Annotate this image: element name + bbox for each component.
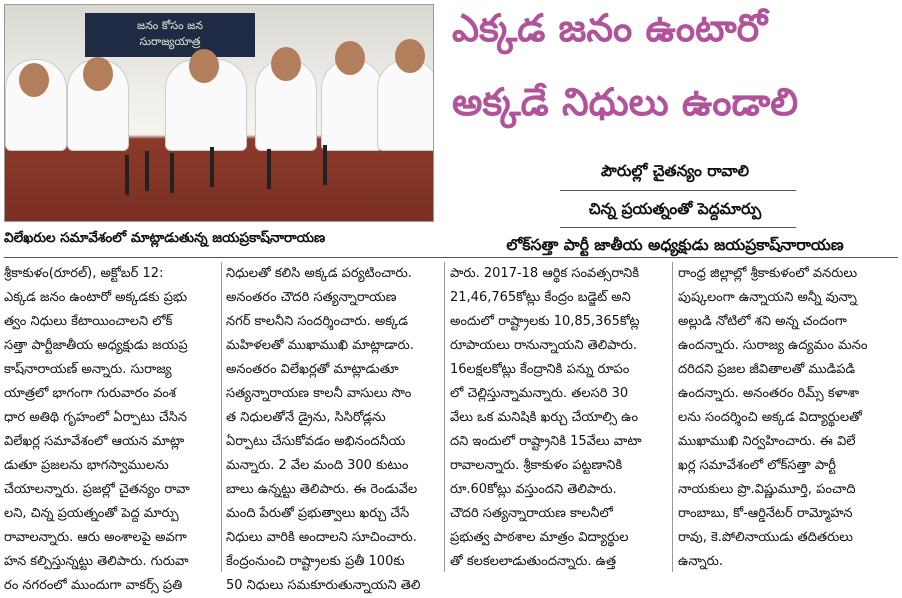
microphone-icon: [323, 145, 327, 185]
text-line: నిధులతో కలిసి అక్కడ పర్యటించారు.: [226, 266, 412, 281]
text-line: లను సందర్శించి అక్కడ విద్యార్థులతో: [678, 410, 862, 425]
text-line: త నిధులతోనే డ్రైను, సిసిరోడ్లను: [226, 410, 386, 425]
person-head: [189, 49, 219, 83]
text-line: ఉన్నారు.: [678, 554, 723, 569]
text-line: ప్రభుత్వ పాఠశాల మాత్రం విద్యార్థుల: [450, 530, 629, 545]
text-line: ఖర్ల సమావేశంలో లోక్‌సత్తా పార్టీ: [678, 458, 837, 473]
text-line: ధార అతిథి గృహంలో ఏర్పాటు చేసిన: [4, 410, 188, 425]
microphone-icon: [267, 149, 271, 189]
text-line: రావాలన్నారు. ఆరు అంశాలపై అవగా: [4, 530, 187, 545]
photo-caption: విలేఖరుల సమావేశంలో మాట్లాడుతున్న జయప్రకాష్‌నారాయణ: [4, 230, 326, 246]
text-line: రావాలన్నారు. శ్రీకాకుళం పట్టణానికి: [450, 458, 623, 473]
text-line: దని ఇందులో రాష్ట్రానికి 15వేలు వాటా: [450, 434, 642, 449]
text-line: ఉందన్నారు. సురాజ్య ఉద్యమం మనం: [678, 338, 868, 353]
text-line: ఉందన్నారు. అనంతరం రిమ్స్ కళాశా: [678, 386, 860, 401]
text-line: పుష్కలంగా ఉన్నాయని అన్నీ వున్నా: [678, 290, 857, 305]
article-column-1: [4, 262, 216, 598]
text-line: అందులో రాష్ట్రాలకు 10,85,365కోట్ల: [450, 314, 640, 329]
person-head: [395, 39, 425, 73]
article-column-2: [226, 262, 438, 598]
text-line: నాయకులు ప్రొ.విష్ణుమూర్తి, పంచాది: [678, 482, 856, 497]
text-line: రూపాయలు రానున్నాయని తెలిపారు.: [450, 338, 637, 353]
text-line: లో చెల్లిస్తున్నామన్నారు. తలసరి 30: [450, 386, 629, 401]
text-line: నగర్ కాలనీని సందర్శించారు. అక్కడ: [226, 314, 408, 329]
text-line: త్వం నిధులు కేటాయించాలని లోక్: [4, 314, 173, 329]
text-line: తో కలకలలాడుతుందన్నారు. ఉత్త: [450, 554, 617, 569]
text-line: యాత్రలో భాగంగా గురువారం వంశ: [4, 386, 177, 401]
text-line: విలేఖర్ల సమావేశంలో ఆయన మాట్లా: [4, 434, 185, 449]
text-line: 21,46,765కోట్లు కేంద్రం బడ్జెట్ అని: [450, 290, 631, 305]
text-line: పారు. 2017-18 ఆర్థిక సంవత్సరానికి: [450, 266, 640, 281]
text-line: నిధులు వారికి అందాలని సూచించారు.: [226, 530, 417, 545]
microphone-icon: [210, 147, 214, 187]
microphone-icon: [145, 151, 149, 191]
text-line: ఏర్పాటు చేసుకోవడం అభినందనీయ: [226, 434, 406, 449]
text-line: రాంబాబు, కో-ఆర్డినేటర్ రామ్మోహన: [678, 506, 853, 521]
text-line: మహిళలతో ముఖాముఖి మాట్లాడారు.: [226, 338, 414, 353]
subhead-divider: [560, 227, 796, 228]
text-line: అనంతరం విలేఖర్లతో మాట్లాడుతూ: [226, 362, 399, 377]
text-line: సత్యన్నారాయణ కాలనీ వాసులు సొం: [226, 386, 412, 401]
person-head: [335, 41, 365, 75]
text-line: డుతూ ప్రజలను భాగస్వాములను: [4, 458, 169, 473]
text-line: బాలు ఉన్నట్టు తెలిపారు. ఈ రెండువేల: [226, 482, 418, 497]
person-figure: [377, 59, 434, 151]
text-line: అనంతరం చౌదరి సత్యన్నారాయణ: [226, 290, 397, 305]
text-line: కేంద్రంనుంచి రాష్ట్రాలకు ప్రతీ 100కు: [226, 554, 405, 569]
text-line: రూ.60కోట్లు వస్తుందని తెలిపారు.: [450, 482, 617, 497]
microphone-icon: [125, 155, 129, 195]
article-column-4: [678, 262, 890, 574]
text-line: శ్రీకాకుళం(రూరల్), అక్టోబర్ 12:: [4, 266, 164, 281]
microphone-icon: [170, 153, 174, 193]
person-head: [83, 57, 113, 91]
text-line: రం నగరంలో ముందుగా వాకర్స్ ప్రతి: [4, 578, 183, 593]
text-line: 50 నిధులు సమకూరుతున్నాయని తెలి: [226, 578, 421, 593]
text-line: రావు, కె.పోలినాయుడు తదితరులు: [678, 530, 853, 545]
text-line: మంది పేరుతో ప్రభుత్వాలు ఖర్చు చేసే: [226, 506, 410, 521]
headline-line1: ఎక్కడ జనం ఉంటారో: [452, 6, 768, 50]
text-line: హన కల్పిస్తున్నట్టు తెలిపారు. గురువా: [4, 554, 189, 569]
column-divider: [672, 262, 673, 572]
text-line: అల్లుడి నోటిలో శని అన్న చందంగా: [678, 314, 847, 329]
subhead-divider: [560, 190, 796, 191]
person-head: [271, 47, 301, 81]
person-head: [19, 63, 49, 97]
text-line: ఎక్కడ జనం ఉంటారో అక్కడకు ప్రభు: [4, 290, 188, 305]
text-line: 16లక్షలకోట్లు కేంద్రానికి పన్ను రూపం: [450, 362, 630, 377]
headline-line2: అక్కడే నిధులు ఉండాలి: [452, 80, 799, 124]
photo-banner: [85, 13, 255, 57]
press-meet-photo: [4, 4, 434, 222]
subhead-2: చిన్న ప్రయత్నంతో పెద్దమార్పు: [588, 200, 762, 218]
column-divider: [444, 262, 445, 572]
column-divider: [221, 262, 222, 572]
text-line: వేలు ఒక మనిషికి ఖర్చు చేయాల్సి ఉం: [450, 410, 639, 425]
banner-line1: జనం కోసం జన: [137, 19, 203, 32]
text-line: చేయాలన్నారు. ప్రజల్లో చైతన్యం రావా: [4, 482, 190, 497]
article-column-3: [450, 262, 662, 574]
subhead-1: పౌరుల్లో చైతన్యం రావాలి: [601, 162, 749, 180]
text-line: సత్తా పార్టీజాతీయ అధ్యక్షుడు జయప్ర: [4, 338, 188, 353]
text-line: చౌదరి సత్యన్నారాయణ కాలనీలో: [450, 506, 613, 521]
text-line: ముఖాముఖి నిర్వహించారు. ఈ విలే: [678, 434, 856, 449]
text-line: కాష్‌నారాయణ్ అన్నారు. సురాజ్య: [4, 362, 172, 377]
text-line: లని, చిన్న ప్రయత్నంతో పెద్ద మార్పు: [4, 506, 179, 521]
text-line: మన్నారు. 2 వేల మంది 300 కుటుం: [226, 458, 409, 473]
text-line: రాంధ్ర జిల్లాల్లో శ్రీకాకుళంలో వనరులు: [678, 266, 858, 281]
text-line: దరిదని ప్రజల జీవితాలతో ముడిపడి: [678, 362, 856, 377]
subhead-3: లోక్‌సత్తా పార్టీ జాతీయ అధ్యక్షుడు జయప్రకాష్‌నారాయణ: [506, 236, 844, 254]
banner-line2: సురాజ్యయాత్ర: [139, 35, 201, 48]
